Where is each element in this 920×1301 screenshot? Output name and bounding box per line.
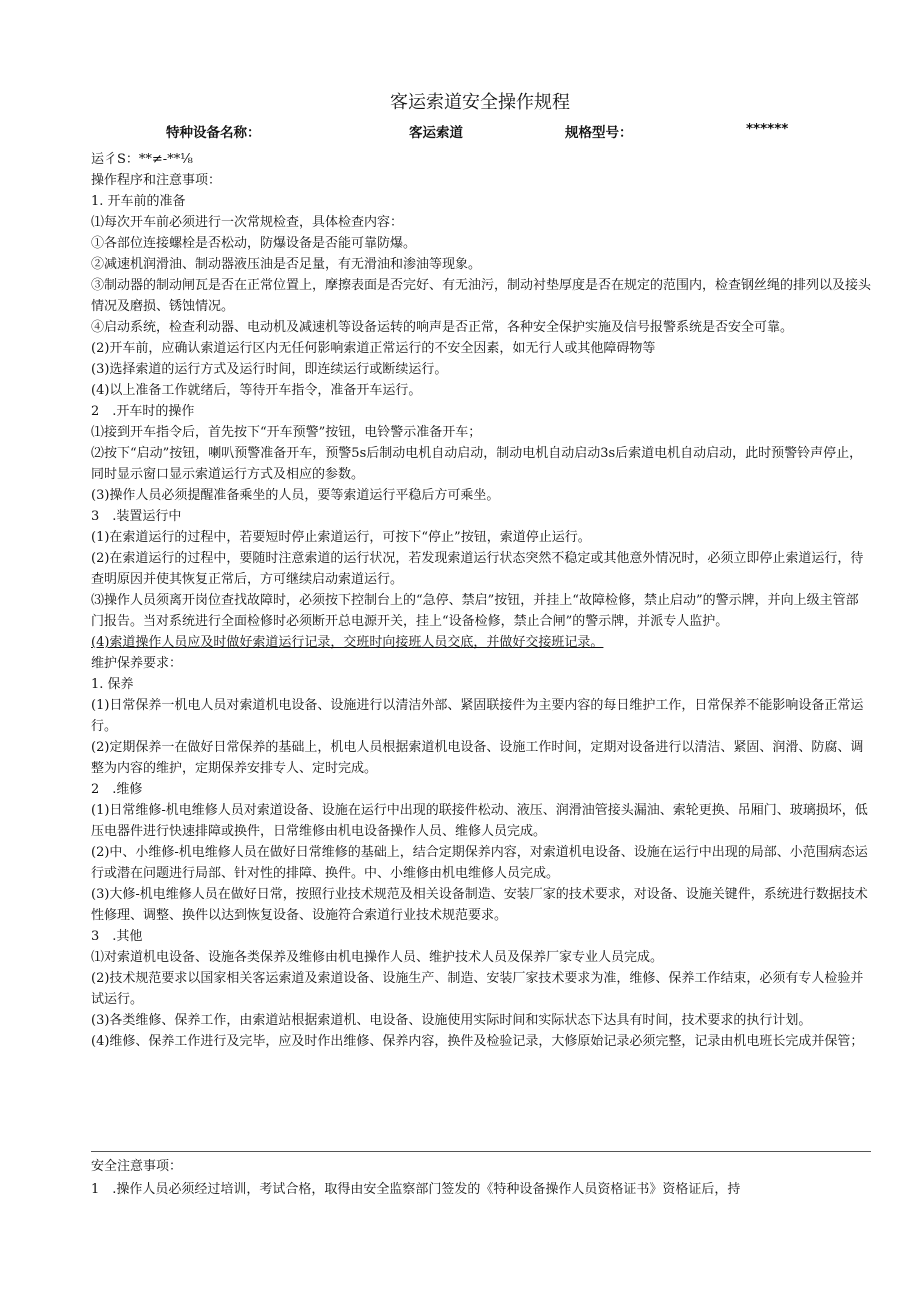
paragraph: (3)操作人员必须提醒准备乘坐的人员，要等索道运行平稳后方可乘坐。 [91, 488, 500, 503]
paragraph: ⑴对索道机电设备、设施各类保养及维修由机电操作人员、维护技术人员及保养厂家专业人员完成。 [91, 950, 664, 965]
model-value: ****** [746, 121, 789, 137]
document-title: 客运索道安全操作规程 [390, 92, 570, 113]
paragraph: (1)日常维修-机电维修人员对索道设备、设施在运行中出现的联接件松动、液压、润滑油管接头漏油、索轮更换、吊厢门、玻璃损坏，低压电器件进行快速排障或换件，日常维修由机电设备操作人员、维修人员完成。 [91, 803, 868, 839]
paragraph: ⑴接到开车指令后，首先按下“开车预警”按钮，电铃警示准备开车； [91, 425, 482, 440]
paragraph: (2)开车前，应确认索道运行区内无任何影响索道正常运行的不安全因素，如无行人或其他障碍物等 [91, 341, 656, 356]
safety-item-1: 1 .操作人员必须经过培训，考试合格，取得由安全监察部门签发的《特种设备操作人员资格证书》资格证后，持 [91, 1182, 741, 1197]
subsection-heading: 2 .维修 [91, 782, 143, 797]
paragraph: ⑴每次开车前必须进行一次常规检查，具体检查内容： [91, 215, 404, 230]
subsection-heading: 1. 保养 [91, 677, 134, 692]
paragraph-underlined: (4)索道操作人员应及时做好索道运行记录，交班时向接班人员交底，并做好交接班记录。 [91, 635, 604, 650]
paragraph: (2)定期保养一在做好日常保养的基础上，机电人员根据索道机电设备、设施工作时间，定期对设备进行以清洁、紧固、润滑、防腐、调整为内容的维护，定期保养安排专人、定时完成。 [91, 740, 864, 776]
document-body [91, 149, 871, 1052]
subsection-heading: 1. 开车前的准备 [91, 194, 186, 209]
paragraph: (2)中、小维修-机电维修人员在做好日常维修的基础上，结合定期保养内容，对索道机电设备、设施在运行中出现的局部、小范围病态运行或潜在问题进行局部、针对性的排障、换件。中、小维修由机电维修人员完成。 [91, 845, 868, 881]
paragraph: (1)在索道运行的过程中，若要短时停止索道运行，可按下“停止”按钮，索道停止运行。 [91, 530, 591, 545]
paragraph: ④启动系统，检查利动器、电动机及减速机等设备运转的响声是否正常，各种安全保护实施及信号报警系统是否安全可靠。 [91, 320, 794, 335]
safety-heading: 安全注意事项： [91, 1159, 183, 1174]
paragraph: ②减速机润滑油、制动器液压油是否足量，有无滑油和渗油等现象。 [91, 257, 482, 272]
paragraph: (2)在索道运行的过程中，要随时注意索道的运行状况，若发现索道运行状态突然不稳定或其他意外情况时，必须立即停止索道运行，待查明原因并使其恢复正常后，方可继续启动索道运行。 [91, 551, 864, 587]
device-name-label: 特种设备名称： [166, 125, 261, 141]
paragraph: (4)以上准备工作就绪后，等待开车指令，准备开车运行。 [91, 383, 422, 398]
model-label: 规格型号： [565, 125, 633, 141]
running-no-line: 运彳S：**≠-**⅛ [91, 152, 193, 167]
paragraph: ③制动器的制动闸瓦是否在正常位置上，摩擦表面是否完好、有无油污，制动衬垫厚度是否在规定的范围内，检查钢丝绳的排列以及接头情况及磨损、锈蚀情况。 [91, 278, 872, 314]
paragraph: (2)技术规范要求以国家相关客运索道及索道设备、设施生产、制造、安装厂家技术要求为准，维修、保养工作结束，必须有专人检验并试运行。 [91, 971, 864, 1007]
paragraph: (3)各类维修、保养工作，由索道站根据索道机、电设备、设施使用实际时间和实际状态下达具有时间，技术要求的执行计划。 [91, 1013, 812, 1028]
paragraph: (4)维修、保养工作进行及完毕，应及时作出维修、保养内容，换件及检验记录，大修原始记录必须完整，记录由机电班长完成并保管； [91, 1034, 864, 1049]
subsection-heading: 3 .其他 [91, 929, 143, 944]
section-heading: 维护保养要求： [91, 656, 183, 671]
paragraph: (3)选择索道的运行方式及运行时间，即连续运行或断续运行。 [91, 362, 448, 377]
paragraph: ⑵按下“启动”按钮，喇叭预警准备开车，预警5s后制动电机自动启动，制动电机自动启动3s后索道电机自动启动，此时预警铃声停止，同时显示窗口显示索道运行方式及相应的参数。 [91, 446, 863, 482]
subsection-heading: 3 .装置运行中 [91, 509, 182, 524]
footer-notes [91, 1155, 871, 1201]
device-name-value: 客运索道 [409, 125, 463, 141]
paragraph: (3)大修-机电维修人员在做好日常，按照行业技术规范及相关设备制造、安装厂家的技术要求，对设备、设施关键件，系统进行数据技术性修理、调整、换件以达到恢复设备、设施符合索道行业技术规范要求。 [91, 887, 868, 923]
subsection-heading: 2 .开车时的操作 [91, 404, 195, 419]
section-heading: 操作程序和注意事项： [91, 173, 222, 188]
paragraph: ⑶操作人员须离开岗位查找故障时，必须按下控制台上的“急停、禁启”按钮，并挂上“故障检修，禁止启动”的警示牌，并向上级主管部门报告。当对系统进行全面检修时必须断开总电源开关，挂上“设备检修，禁止合闸”的警示牌，并派专人监护。 [91, 593, 859, 629]
paragraph: ①各部位连接螺栓是否松动，防爆设备是否能可靠防爆。 [91, 236, 417, 251]
paragraph: (1)日常保养一机电人员对索道机电设备、设施进行以清洁外部、紧固联接件为主要内容的每日维护工作，日常保养不能影响设备正常运行。 [91, 698, 864, 734]
page-divider [91, 1151, 871, 1152]
